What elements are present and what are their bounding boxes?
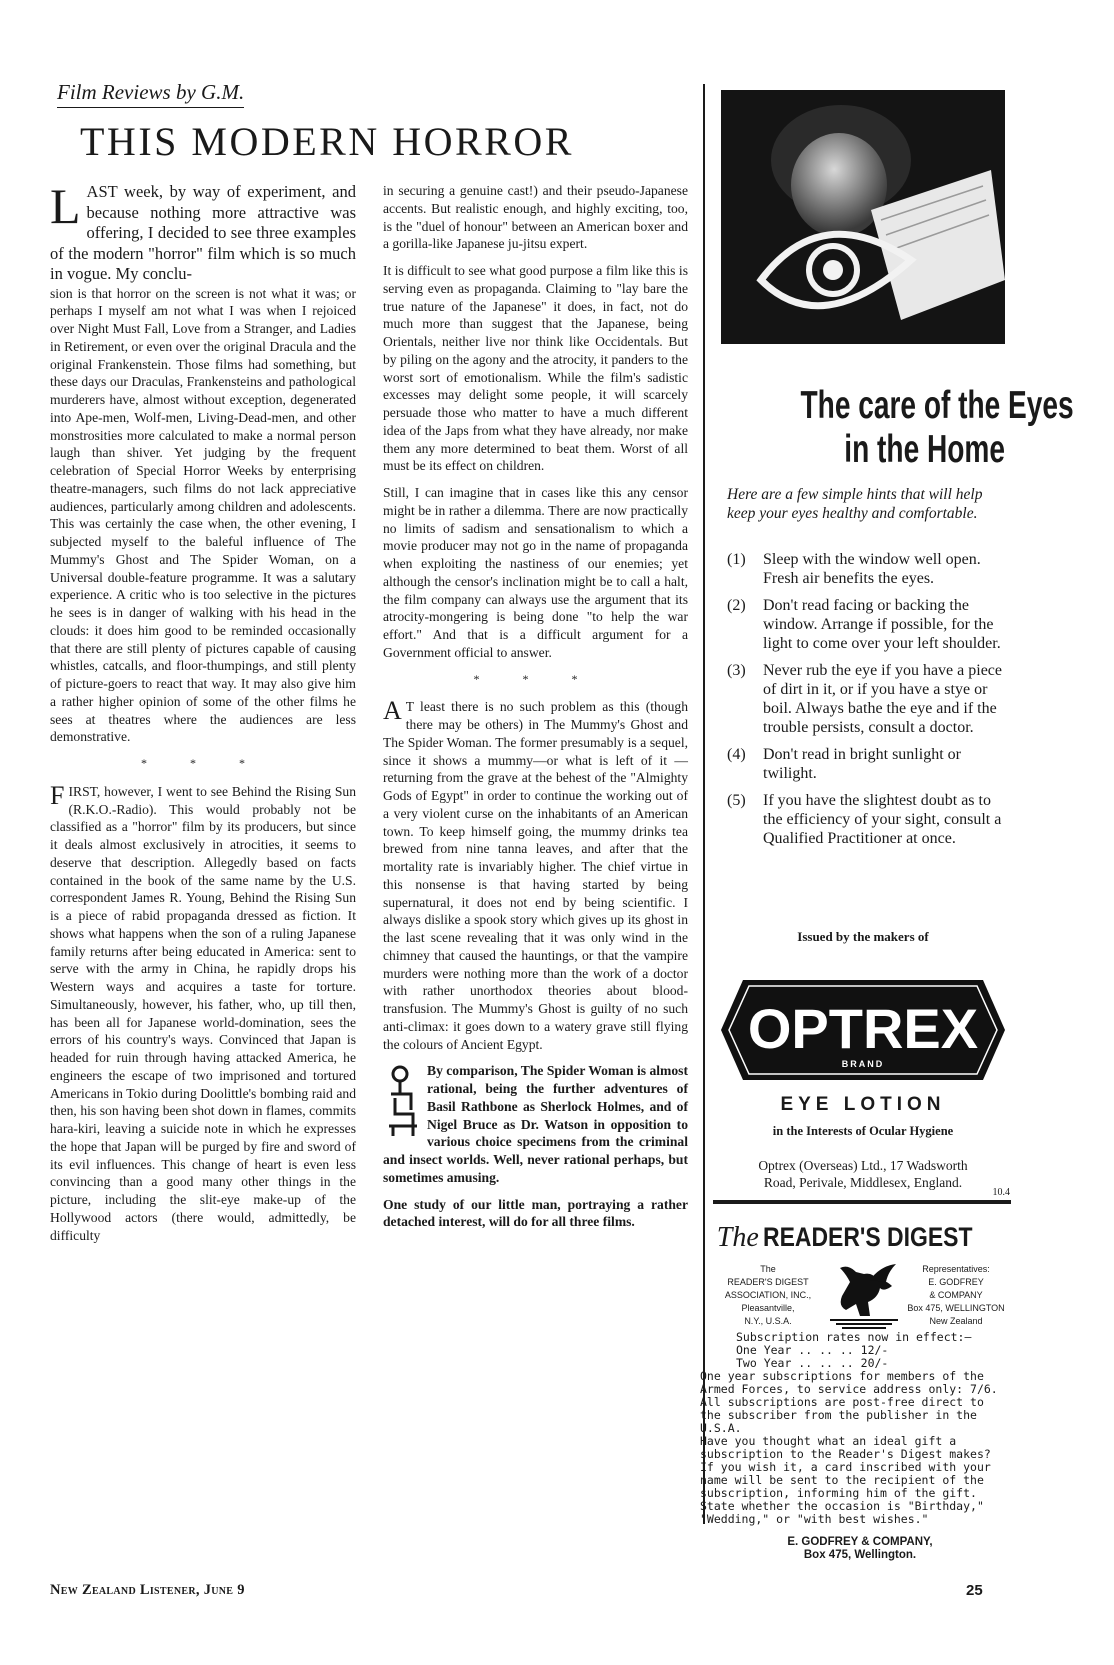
subscription-rates <box>700 1331 1010 1526</box>
paragraph-text: By comparison, The Spider Woman is almost rational, being the further adventures of Basil Rathbone as Sherlock Holmes, and of Nigel Bruce as Dr. Watson in opposition to various choice specimens from the criminal and insect worlds. Well, never rational perhaps, but sometimes amusing. <box>383 1063 688 1185</box>
lead-text: AST week, by way of experiment, and because nothing more attractive was offering, I decided to see three examples of the modern "horror" film which is so much in vogue. My conclu- <box>50 182 356 283</box>
post-free-note: All subscriptions are post-free direct to the subscriber from the publisher in the U.S.A. <box>700 1395 984 1435</box>
publisher-line: READER'S DIGEST <box>727 1277 809 1287</box>
publisher-line: ASSOCIATION, INC., <box>724 1290 812 1300</box>
little-man-illustration <box>383 1064 421 1138</box>
article-paragraph <box>383 1062 688 1186</box>
ad-intro: Here are a few simple hints that will help keep your eyes healthy and comfortable. <box>727 486 983 522</box>
hint-text: Never rub the eye if you have a piece of dirt in it, or if you have a stye or boil. Always bathe the eye and if the trouble persists, consult a doctor. <box>763 662 1002 736</box>
hint-number: (5) <box>727 792 746 809</box>
article-column-2 <box>383 182 688 1240</box>
rate-label: One Year .. .. .. <box>736 1343 854 1357</box>
page-number: 25 <box>966 1582 983 1599</box>
ad-issued-by: Issued by the makers of <box>797 929 929 944</box>
article-paragraph <box>50 780 356 1245</box>
armed-forces-note: One year subscriptions for members of the Armed Forces, to service address only: 7/6. <box>700 1369 998 1396</box>
contact-block <box>713 1536 1007 1562</box>
paragraph-text: T least there is no such problem as this (though there may be others) in The Mummy's Ghost and The Spider Woman. The former presumably is a sequel, since it shows a mummy—or what is left of it — returning from the grave at the behest of the "Almighty Gods of Egypt" in order to continue the working out of a very violent curse on the inhabitants of an American town. To keep himself going, the mummy drinks tea brewed from nine tanna leaves, and after that the mortality rate is invariably higher. The chief virtue in this nonsense is that having started by being supernatural, it does not end by being scientific. I always dislike a spook story which gives up its ghost in the last scene revealing that it was only wind in the chimney that caused the hauntings, or that the vampire murders were nothing more than the work of a doctor with rather unorthodox theories about blood-transfusion. The Mummy's Ghost is guilty of no such anti-climax: it goes down to a watery grave still flying the colours of Ancient Egypt. <box>383 699 688 1052</box>
article-paragraph: One study of our little man, portraying a rather detached interest, will do for all three films. <box>383 1196 688 1230</box>
hint-number: (4) <box>727 746 746 763</box>
ad-headline <box>800 384 1074 472</box>
brand-sub: BRAND <box>841 1059 885 1069</box>
article-paragraph: in securing a genuine cast!) and their pseudo-Japanese accents. But realistic enough, and highly exciting, too, is the "duel of honour" between an American boxer and a gorilla-like Japanese ju-jitsu expert. <box>383 183 688 252</box>
page-headline: THIS MODERN HORROR <box>80 119 574 164</box>
paragraph-text: IRST, however, I went to see Behind the Rising Sun (R.K.O.-Radio). This would probably not be classified as a "horror" film by its producers, but since it deals almost exclusively in atrocities, it seems to deserve that description. Allegedly based on facts contained in the book of the same name by the U.S. correspondent James R. Young, Behind the Rising Sun is a piece of rabid propaganda dressed as fiction. It shows what happens when the son of a ruling Japanese family returns after being educated in America: sent to serve with the army in China, he rapidly drops his Western ways and acquires a taste for torture. Simultaneously, however, his father, who, up till then, has been all for Japanese world-domination, sees the errors of his country's ways. Convinced that Japan is headed for ruin through having attacked America, he engineers the escape of two imprisoned and tortured Americans in Tokio during Doolittle's bombing raid and then, his son having been shot down in flames, commits hara-kiri, leaving a suicide note in which he expresses the hope that Japan will be purged by fire and sword of its evil influences. This change of heart is even less convincing than a good many other things in the picture, including the slit-eye make-up of the Hollywood actors (there would, admittedly, be difficulty <box>50 783 356 1243</box>
representative-line: New Zealand <box>929 1316 983 1326</box>
optrex-logo <box>721 980 1005 1080</box>
publisher-block <box>713 1263 823 1328</box>
article-paragraph: sion is that horror on the screen is not what it was; or perhaps I myself am not what I was when I rejoiced over Night Must Fall, Love from a Stranger, and Ladies in Retirement, or even over the original Dracula and the original Frankenstein. Those films had something, but these days our Draculas, Frankensteins and pathological murderers have, almost without exception, degenerated into Ape-men, Wolf-men, Living-Dead-men, and other monstrosities more calculated to make a normal person laugh than shiver. Yet judging by the frequent celebration of Special Horror Weeks by enterprising theatre-managers, such films do not lack appreciative audiences, particularly among children and adolescents. This was certainly the case when, the other evening, I subjected myself to the baleful influence of The Mummy's Ghost and The Spider Woman, on a Universal double-feature programme. It was a salutary experience. A critic who is too selective in the pictures he sees is in danger of walking with his head in the clouds: it does him good to be reminded occasionally that there are still plenty of pictures capable of causing whistles, catcalls, and floor-thumpings, and still plenty of picture-goers to react that way. It may also give him a rather higher opinion of some of the other films he sees at theatres where the audiences are less demonstrative. <box>50 285 356 745</box>
title-the: The <box>716 1222 759 1253</box>
section-label: Film Reviews by G.M. <box>57 80 244 108</box>
section-separator: * * * <box>141 756 265 770</box>
product-tagline: in the Interests of Ocular Hygiene <box>772 1124 954 1138</box>
gift-note: Have you thought what an ideal gift a subscription to the Reader's Digest makes? If you wish it, a card inscribed with your name will be sent to the recipient of the subscription, informing him of the gift. State whether the occasion is "Birthday," "Wedding," or "with best wishes." <box>700 1434 991 1526</box>
product-name: EYE LOTION <box>780 1094 946 1115</box>
rates-heading: Subscription rates now in effect:— <box>736 1330 972 1344</box>
list-item <box>727 791 1005 848</box>
article-paragraph: It is difficult to see what good purpose a film like this is serving even as propaganda. Claiming to "lay bare the true nature of the Japanese" it does, in fact, not do much more than suggest that the Japanese, being Orientals, neither live nor think like Occidentals. But by piling on the agony and the atrocity, it panders to the worst sort of emotionalism. While the film's sadistic excesses may delight some people, it will scarcely persuade those who matter to have a much different idea of the Japs from what they have already, nor make them any more determined to beat them. Worst of all must be its effect on children. <box>383 263 688 474</box>
address-line: Road, Perivale, Middlesex, England. <box>763 1175 963 1190</box>
pegasus-emblem-icon <box>826 1262 902 1330</box>
article-paragraph <box>383 698 688 1053</box>
ad-photo-woman-reading <box>721 90 1005 344</box>
contact-line: E. GODFREY & COMPANY, <box>787 1536 933 1548</box>
section-separator: * * * <box>473 671 598 686</box>
publisher-line: Pleasantville, <box>741 1303 795 1313</box>
ad-code: 10.4 <box>992 1187 1010 1198</box>
rate-label: Two Year .. .. .. <box>736 1356 854 1370</box>
ad-divider <box>713 1200 1011 1204</box>
hint-number: (1) <box>727 551 746 568</box>
publication-footer: New Zealand Listener, June 9 <box>50 1582 245 1598</box>
contact-line: Box 475, Wellington. <box>803 1549 917 1561</box>
list-item <box>727 661 1005 737</box>
title-name: READER'S DIGEST <box>762 1222 973 1252</box>
ad-headline-line: in the Home <box>844 428 1005 471</box>
hint-text: Don't read in bright sunlight or twilight. <box>763 746 961 782</box>
hint-text: Don't read facing or backing the window. Arrange if possible, for the light to come over your left shoulder. <box>763 597 1001 652</box>
article-column-1 <box>50 178 356 1253</box>
hint-number: (3) <box>727 662 746 679</box>
hint-text: Sleep with the window well open. Fresh air benefits the eyes. <box>763 551 981 587</box>
representative-line: Representatives: <box>922 1264 990 1274</box>
representative-line: E. GODFREY <box>928 1277 984 1287</box>
representatives-block <box>902 1263 1010 1328</box>
list-item <box>727 550 1005 588</box>
list-item <box>727 596 1005 653</box>
article-lead-paragraph <box>50 178 356 285</box>
representative-line: & COMPANY <box>929 1290 983 1300</box>
hint-number: (2) <box>727 597 746 614</box>
drop-cap: L <box>50 178 81 234</box>
publisher-line: N.Y., U.S.A. <box>744 1316 792 1326</box>
eye-care-hints-list <box>727 550 1005 856</box>
publisher-line: The <box>760 1264 776 1274</box>
rate-value: 20/- <box>860 1356 889 1370</box>
rate-value: 12/- <box>860 1343 889 1357</box>
readers-digest-title <box>716 1222 1010 1254</box>
hint-text: If you have the slightest doubt as to the efficiency of your sight, consult a Qualified Practitioner at once. <box>763 792 1002 847</box>
drop-cap: A <box>383 696 402 726</box>
company-address <box>721 1157 1005 1191</box>
advertisement-border <box>703 84 705 1524</box>
address-line: Optrex (Overseas) Ltd., 17 Wadsworth <box>758 1158 968 1173</box>
ad-headline-line: The care of the Eyes <box>800 384 1074 427</box>
list-item <box>727 745 1005 783</box>
representative-line: Box 475, WELLINGTON <box>907 1303 1005 1313</box>
article-paragraph: Still, I can imagine that in cases like this any censor might be in rather a dilemma. There are now practically no limits of sadism and sensationalism to which a movie producer may not go in the name of propaganda when exploiting the nastiness of our enemies; yet although the censor's inclination might be to call a halt, the film company can always use the argument that its atrocity-mongering is being done "to help the war effort." And that is a difficult argument for a Government official to answer. <box>383 485 688 660</box>
brand-name: OPTREX <box>747 997 979 1060</box>
drop-cap: F <box>50 780 65 810</box>
